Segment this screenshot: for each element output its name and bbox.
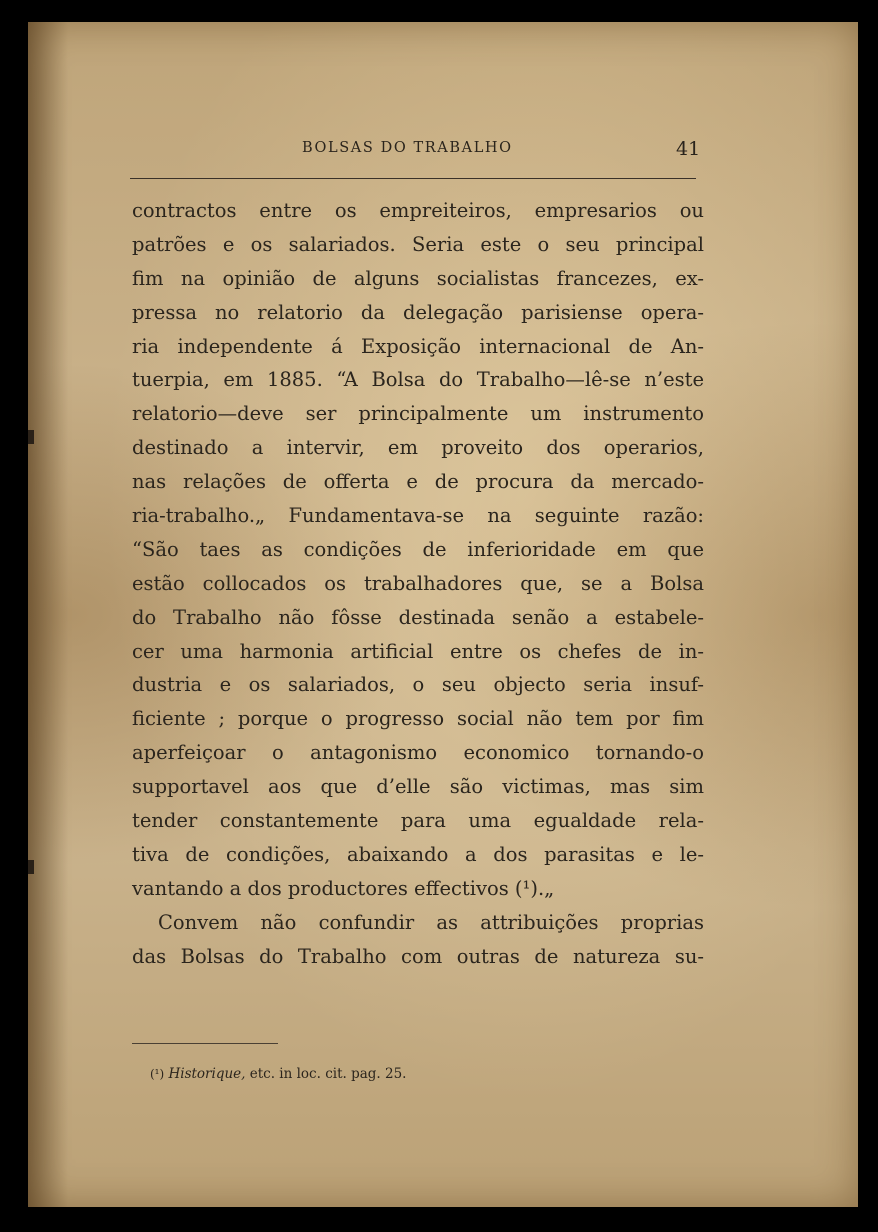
text-line: supportavel aos que d’elle são victimas, mas sim bbox=[132, 775, 704, 799]
text-line: tender constantemente para uma egualdade rela- bbox=[132, 809, 704, 833]
footnote-marker: (¹) bbox=[150, 1067, 165, 1081]
text-line: fim na opinião de alguns socialistas francezes, ex- bbox=[132, 266, 704, 290]
text-line: ria independente á Exposição internacional de An- bbox=[132, 334, 704, 358]
text-line: patrões e os salariados. Seria este o seu principal bbox=[132, 232, 704, 256]
book-page bbox=[28, 22, 858, 1207]
text-line: destinado a intervir, em proveito dos operarios, bbox=[132, 436, 704, 460]
page-number: 41 bbox=[676, 138, 701, 160]
text-line: dustria e os salariados, o seu objecto seria insuf- bbox=[132, 673, 704, 697]
running-title: BOLSAS DO TRABALHO bbox=[302, 140, 513, 156]
text-line: contractos entre os empreiteiros, empresarios ou bbox=[132, 199, 704, 222]
text-line: ficiente ; porque o progresso social não tem por fim bbox=[132, 707, 704, 731]
footnote-citation: etc. in loc. cit. pag. 25. bbox=[249, 1066, 407, 1082]
footnote bbox=[150, 1066, 406, 1082]
edge-mark bbox=[28, 860, 34, 874]
text-line: vantando a dos productores effectivos (¹).„ bbox=[132, 876, 555, 900]
body-text bbox=[132, 194, 704, 973]
text-line: do Trabalho não fôsse destinada senão a estabele- bbox=[132, 605, 704, 629]
text-line: Convem não confundir as attribuições proprias bbox=[158, 910, 704, 934]
header-rule bbox=[130, 178, 696, 179]
page-spine-shadow bbox=[28, 22, 68, 1207]
text-line: “São taes as condições de inferioridade em que bbox=[132, 537, 704, 561]
text-line: tiva de condições, abaixando a dos parasitas e le- bbox=[132, 842, 704, 866]
page-header bbox=[28, 140, 858, 164]
text-line: das Bolsas do Trabalho com outras de natureza su- bbox=[132, 944, 704, 968]
text-line: pressa no relatorio da delegação parisiense opera- bbox=[132, 300, 704, 324]
text-line: estão collocados os trabalhadores que, se a Bolsa bbox=[132, 571, 704, 595]
text-line: relatorio—deve ser principalmente um instrumento bbox=[132, 402, 704, 426]
text-line: cer uma harmonia artificial entre os chefes de in- bbox=[132, 639, 704, 663]
footnote-work-title: Historique, bbox=[168, 1066, 246, 1082]
edge-mark bbox=[28, 430, 34, 444]
text-line: tuerpia, em 1885. “A Bolsa do Trabalho—lê-se n’este bbox=[132, 368, 704, 392]
text-line: ria-trabalho.„ Fundamentava-se na seguinte razão: bbox=[132, 504, 704, 528]
footnote-rule bbox=[132, 1043, 278, 1044]
text-line: aperfeiçoar o antagonismo economico tornando-o bbox=[132, 741, 704, 765]
text-line: nas relações de offerta e de procura da mercado- bbox=[132, 470, 704, 494]
